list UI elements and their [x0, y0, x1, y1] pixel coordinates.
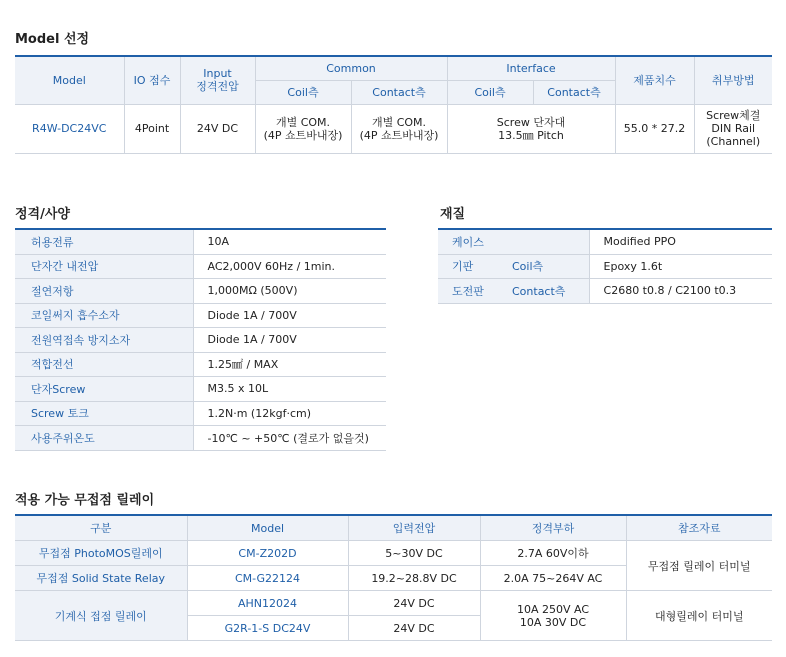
spec-key: 사용주위온도	[15, 426, 193, 451]
relay-row2-load: 2.0A 75~264V AC	[480, 566, 626, 591]
mount-value	[694, 104, 772, 153]
size-value: 55.0 * 27.2	[615, 104, 694, 153]
model-table	[15, 55, 772, 154]
common-contact-line1: 개별 COM.	[371, 115, 427, 129]
spec-key: 단자간 내전압	[15, 254, 193, 279]
header-interface-coil: Coil측	[447, 80, 533, 104]
spec-section-title: 정격/사양	[15, 207, 70, 222]
relay-row34-kind: 기계식 접점 릴레이	[15, 591, 187, 641]
relay-row4-model: G2R-1-S DC24V	[187, 616, 348, 641]
spec-key: 전원역접속 방지소자	[15, 328, 193, 353]
spec-value: Diode 1A / 700V	[193, 328, 386, 353]
spec-row	[15, 377, 386, 402]
spec-value: M3.5 x 10L	[193, 377, 386, 402]
relay-row1-load: 2.7A 60V이하	[480, 541, 626, 566]
mount-line2: DIN Rail	[711, 122, 756, 135]
relay-row2-input: 19.2~28.8V DC	[348, 566, 480, 591]
relay-section-title: 적용 가능 무접점 릴레이	[15, 493, 155, 508]
spec-key: 적합전선	[15, 352, 193, 377]
header-input	[180, 56, 255, 104]
relay-row34-ref: 대형릴레이 터미널	[626, 591, 772, 641]
header-mount: 취부방법	[694, 56, 772, 104]
conductor-sub-label: Contact측	[504, 279, 589, 304]
relay-header-ref: 참조자료	[626, 515, 772, 541]
spec-row	[15, 352, 386, 377]
input-value: 24V DC	[180, 104, 255, 153]
spec-value: AC2,000V 60Hz / 1min.	[193, 254, 386, 279]
mount-line1: Screw체결	[706, 109, 761, 122]
io-value: 4Point	[124, 104, 180, 153]
spec-key: 단자Screw	[15, 377, 193, 402]
spec-row	[15, 426, 386, 451]
spec-value: -10℃ ~ +50℃ (결로가 없을것)	[193, 426, 386, 451]
spec-row	[15, 254, 386, 279]
spec-row	[15, 229, 386, 254]
spec-row	[15, 303, 386, 328]
spec-row	[15, 401, 386, 426]
relay-row1-model: CM-Z202D	[187, 541, 348, 566]
common-coil-line2: (4P 쇼트바내장)	[263, 128, 343, 142]
model-value: R4W-DC24VC	[15, 104, 124, 153]
common-coil-value	[255, 104, 351, 153]
material-section-title: 재질	[440, 207, 466, 222]
relay-row2-kind: 무접점 Solid State Relay	[15, 566, 187, 591]
board-sub-label: Coil측	[504, 254, 589, 279]
relay-row34-load-line1: 10A 250V AC	[516, 602, 590, 616]
material-table	[438, 228, 772, 304]
relay-header-input: 입력전압	[348, 515, 480, 541]
relay-header-load: 정격부하	[480, 515, 626, 541]
spec-value: Diode 1A / 700V	[193, 303, 386, 328]
spec-key: 허용전류	[15, 229, 193, 254]
conductor-label: 도전판	[438, 279, 504, 304]
spec-key: 절연저항	[15, 279, 193, 304]
header-model: Model	[15, 56, 124, 104]
header-input-line1: Input	[203, 67, 232, 81]
relay-header-model: Model	[187, 515, 348, 541]
relay-row3-model: AHN12024	[187, 591, 348, 616]
interface-value	[447, 104, 615, 153]
header-io: IO 점수	[124, 56, 180, 104]
header-size: 제품치수	[615, 56, 694, 104]
conductor-value: C2680 t0.8 / C2100 t0.3	[589, 279, 772, 304]
header-common: Common	[255, 56, 447, 80]
spec-row	[15, 328, 386, 353]
relay-row4-input: 24V DC	[348, 616, 480, 641]
relay-header-kind: 구분	[15, 515, 187, 541]
relay-row2-model: CM-G22124	[187, 566, 348, 591]
relay-row3-input: 24V DC	[348, 591, 480, 616]
model-section-title: Model 선정	[15, 32, 90, 47]
spec-value: 1,000MΩ (500V)	[193, 279, 386, 304]
spec-key: 코일써지 흡수소자	[15, 303, 193, 328]
mount-line3: (Channel)	[706, 135, 761, 148]
spec-value: 1.2N·m (12kgf·cm)	[193, 401, 386, 426]
header-input-line2: 정격전압	[196, 80, 239, 94]
board-label: 기판	[438, 254, 504, 279]
relay-row1-input: 5~30V DC	[348, 541, 480, 566]
spec-value: 10A	[193, 229, 386, 254]
spec-row	[15, 279, 386, 304]
common-contact-value	[351, 104, 447, 153]
header-interface-contact: Contact측	[533, 80, 615, 104]
interface-line1: Screw 단자대	[496, 115, 566, 129]
spec-table	[15, 228, 386, 451]
relay-row34-load-line2: 10A 30V DC	[519, 615, 587, 629]
relay-row34-load	[480, 591, 626, 641]
relay-table	[15, 514, 772, 641]
header-common-contact: Contact측	[351, 80, 447, 104]
header-interface: Interface	[447, 56, 615, 80]
common-contact-line2: (4P 쇼트바내장)	[359, 128, 439, 142]
case-label: 케이스	[438, 229, 589, 254]
spec-value: 1.25㎟ / MAX	[193, 352, 386, 377]
board-value: Epoxy 1.6t	[589, 254, 772, 279]
case-value: Modified PPO	[589, 229, 772, 254]
common-coil-line1: 개별 COM.	[275, 115, 331, 129]
header-common-coil: Coil측	[255, 80, 351, 104]
relay-row12-ref: 무접점 릴레이 터미널	[626, 541, 772, 591]
spec-key: Screw 토크	[15, 401, 193, 426]
relay-row1-kind: 무접점 PhotoMOS릴레이	[15, 541, 187, 566]
interface-line2: 13.5㎜ Pitch	[498, 128, 564, 142]
